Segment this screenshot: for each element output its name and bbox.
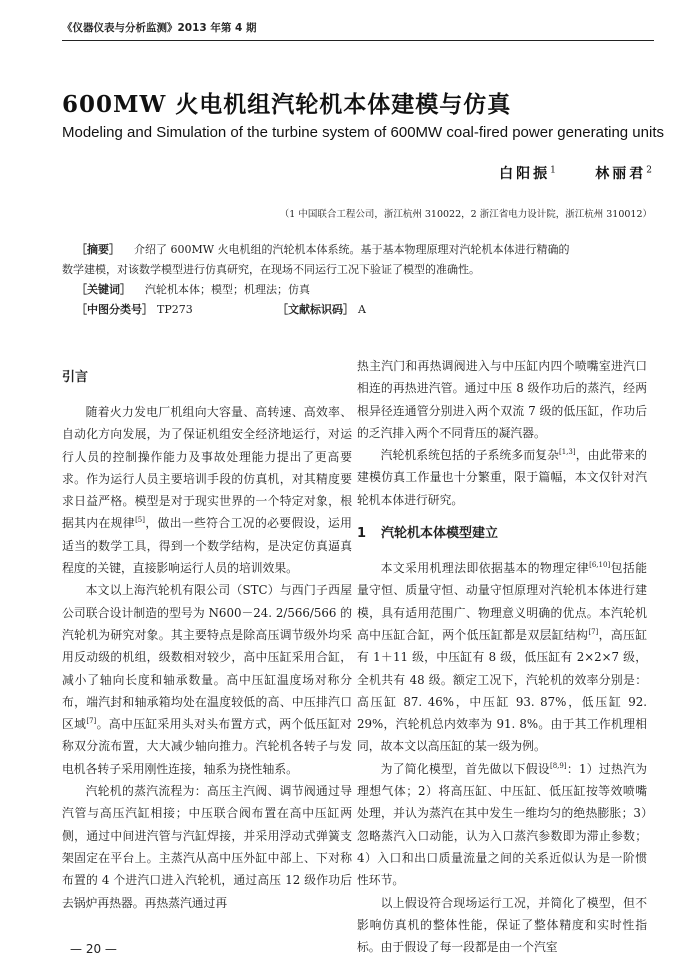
abstract-text-2: 数学建模，对该数学模型进行仿真研究，在现场不同运行工况下验证了模型的准确性。	[62, 263, 480, 276]
citation: [8,9]	[549, 761, 567, 770]
authors	[499, 163, 652, 183]
page-number: — 20 —	[70, 942, 117, 956]
author-2-affil: 2	[646, 165, 652, 176]
journal-header: 《仪器仪表与分析监测》2013 年第 4 期	[62, 22, 257, 34]
title-english: Modeling and Simulation of the turbine system of 600MW coal-fired power generating units	[62, 124, 664, 141]
abstract-block	[62, 240, 652, 320]
right-p2-text-b: ，由此带来的建模仿真工作量也十分繁重，限于篇幅，本文仅针对汽轮机本体进行研究。	[357, 448, 647, 507]
intro-p1-text-a: 随着火力发电厂机组向大容量、高转速、高效率、自动化方向发展，为了保证机组安全经济地运行，对运行人员的控制操作能力及事故处理能力提出了更高要求。作为运行人员主要培训手段的仿真机，对其精度要求日益严格。模型是对于现实世界的一个特定对象，根据其内在规律	[62, 405, 352, 531]
right-paragraph-4	[357, 758, 647, 892]
keywords-line	[62, 280, 652, 300]
section-1-title: 汽轮机本体模型建立	[381, 526, 499, 542]
citation: [6,10]	[589, 561, 611, 570]
keywords-label: ［关键词］	[76, 283, 131, 296]
intro-paragraph-2	[62, 579, 352, 780]
right-p2-text-a: 汽轮机系统包括的子系统多而复杂	[380, 448, 559, 463]
author-1-affil: 1	[550, 165, 556, 176]
intro-paragraph-3: 汽轮机的蒸汽流程为：高压主汽阀、调节阀通过导汽管与高压汽缸相接；中压联合阀布置在高中压缸两侧，通过中间进汽管与汽缸焊接，并采用浮动式弹簧支架固定在平台上。主蒸汽从高中压外缸中部上、下对称布置的 4 个进汽口进入汽轮机，通过高压 12 级作功后去锅炉再热器。再热蒸汽通过再	[62, 784, 352, 910]
right-paragraph-3	[357, 557, 647, 758]
keywords-text: 汽轮机本体；模型；机理法；仿真	[145, 283, 310, 296]
doc-code: A	[358, 303, 366, 316]
citation: [7]	[86, 717, 97, 726]
abstract-label: ［摘要］	[76, 243, 120, 256]
classification-line	[62, 300, 652, 320]
abstract-line-2	[62, 260, 652, 280]
right-p3-text-a: 本文采用机理法即依据基本的物理定律	[380, 561, 590, 576]
intro-p2-text-b: 。高中压缸采用头对头布置方式，两个低压缸对称双分流布置，大大减少轴向推力。汽轮机各转子与发电机各转子采用刚性连接，轴系为挠性轴系。	[62, 717, 352, 776]
author-2: 林丽君	[595, 166, 647, 182]
right-p3-text-c: ，高压缸有 1＋11 级，中压缸有 8 级，低压缸有 2×2×7 级，全机共有 48 级。额定工况下，汽轮机的效率分别是：高压缸 87. 46%，中压缸 93. 87%，低压缸 92. 29%，汽轮机总内效率为 91. 8%。由于其工作机理相同，故本文以高压缸的某一级为例。	[357, 627, 647, 754]
citation: [7]	[588, 628, 599, 637]
abstract-line-1	[62, 240, 652, 260]
right-paragraph-2	[357, 444, 647, 511]
header-rule	[62, 40, 654, 41]
clc-label: ［中图分类号］	[76, 303, 153, 316]
right-p4-text-a: 为了简化模型，首先做以下假设	[380, 761, 550, 776]
title-chinese: 600MW 火电机组汽轮机本体建模与仿真	[62, 91, 512, 118]
right-p4-text-b: ：1）过热汽为理想气体；2）将高压缸、中压缸、低压缸按等效喷嘴处理，并认为蒸汽在其中发生一维均匀的绝热膨胀；3）忽略蒸汽入口动能，认为入口蒸汽参数即为滞止参数；4）入口和出口质量流量之间的关系近似认为是一阶惯性环节。	[357, 761, 647, 888]
intro-paragraph-1	[62, 401, 352, 579]
right-paragraph-5: 以上假设符合现场运行工况，并简化了模型，但不影响仿真机的整体性能，保证了整体精度和实时性指标。由于假设了每一段都是由一个汽室	[357, 895, 647, 955]
right-paragraph-1: 热主汽门和再热调阀进入与中压缸内四个喷嘴室进汽口相连的再热进汽管。通过中压 8 级作功后的蒸汽，经两根异径连通管分别进入两个双流 7 级的低压缸，作功后的乏汽排入两个不同背压的凝汽器。	[357, 359, 647, 440]
author-1: 白阳振	[499, 166, 551, 182]
clc-code: TP273	[157, 303, 193, 316]
doc-code-label: ［文献标识码］	[277, 303, 354, 316]
affiliation: （1 中国联合工程公司，浙江杭州 310022，2 浙江省电力设计院，浙江杭州 310012）	[279, 209, 652, 220]
intro-heading: 引言	[62, 370, 89, 385]
citation: [1,3]	[559, 448, 576, 457]
section-1-number: 1	[357, 526, 367, 542]
right-p3-text-b: 包括能量守恒、质量守恒、动量守恒原理对汽轮机本体进行建模，具有适用范围广、物理意义明确的优点。本汽轮机高中压缸合缸，两个低压缸都是双层缸结构	[357, 561, 647, 642]
abstract-text-1: 介绍了 600MW 火电机组的汽轮机本体系统。基于基本物理原理对汽轮机本体进行精确的	[134, 243, 570, 256]
intro-p2-text-a: 本文以上海汽轮机有限公司（STC）与西门子西屋公司联合设计制造的型号为 N600－24. 2/566/566 的汽轮机为研究对象。其主要特点是除高压调节级外均采用反动级的机组，级数相对较少，高中压缸采用合缸，减小了轴向长度和轴承数量。高中压缸温度场对称分布，端汽封和轴承箱均处在温度较低的高、中压排汽口区域	[62, 583, 352, 732]
right-column	[357, 355, 647, 958]
section-1-heading	[357, 523, 647, 545]
citation: [5]	[135, 516, 145, 525]
left-column	[62, 355, 352, 914]
intro-p1-text-b: ，做出一些符合工况的必要假设，运用适当的数学工具，得到一个数学结构，是决定仿真逼真程度的关键，直接影响运行人员的培训效果。	[62, 516, 352, 576]
